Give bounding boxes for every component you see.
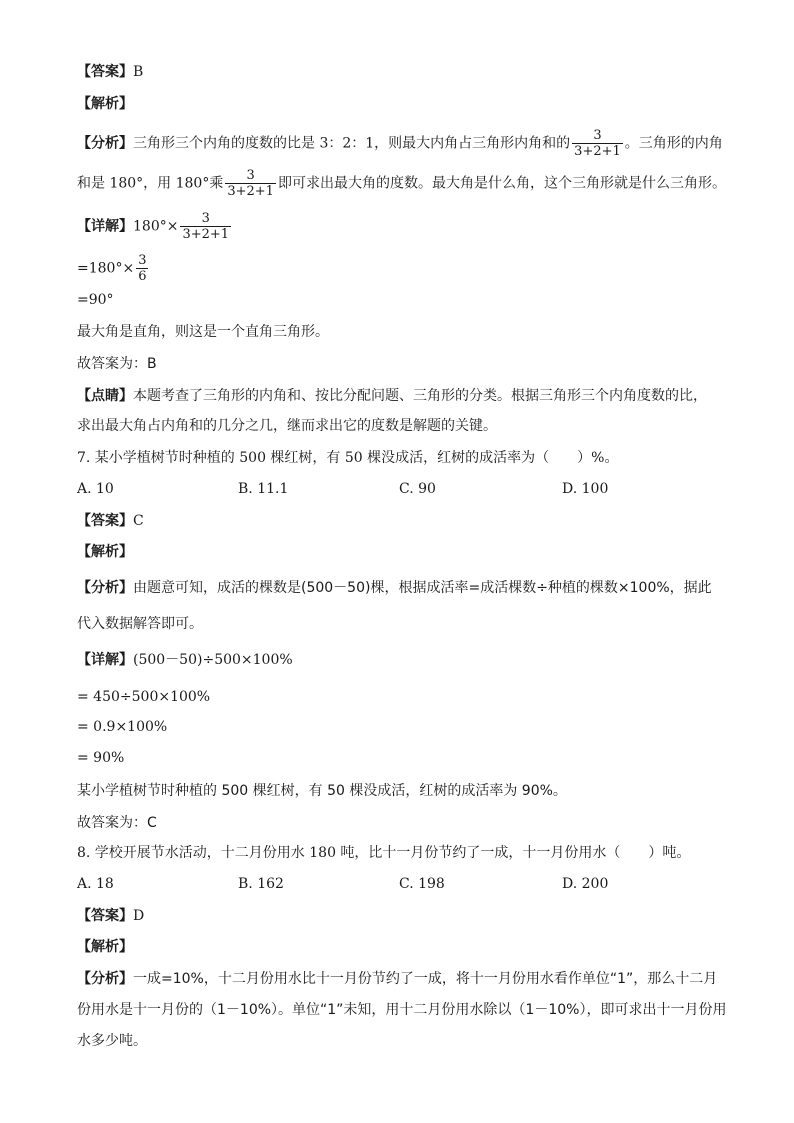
xiangjie-line [77,650,293,670]
fenxi-text: 和是 180°，用 180°乘 [77,175,224,192]
fenxi-line-3: 水多少吨。 [77,1033,147,1049]
step-line [77,253,150,284]
conclusion: 最大角是直角，则这是一个直角三角形。 [77,324,329,340]
analysis-heading [77,94,133,114]
fraction [572,128,623,159]
fenxi-tag: 【分析】 [77,135,133,152]
fenxi-text: 由题意可知，成活的棵数是(500－50)棵，根据成活率=成活棵数÷种植的棵数×100%，据此 [133,580,712,596]
step-line: = 0.9×100% [77,719,168,735]
dianjing-line-2: 求出最大角占内角和的几分之几，继而求出它的度数是解题的关键。 [77,418,497,434]
final-answer: 故答案为：C [77,815,157,831]
answer-value: C [133,513,144,529]
choice-b: B. 162 [238,876,284,892]
fraction-numerator: 3 [246,168,255,183]
fraction-numerator: 3 [138,253,147,268]
final-answer: 故答案为：B [77,356,157,372]
step-line: = 90% [77,750,125,766]
choice-d: D. 200 [562,876,609,892]
fenxi-line-1 [77,969,717,989]
fenxi-line-2 [77,168,726,199]
fraction-numerator: 3 [593,128,602,143]
answer-line [77,62,143,82]
fenxi-line-2: 代入数据解答即可。 [77,616,203,632]
question-stem: 8. 学校开展节水活动，十二月份用水 180 吨，比十一月份节约了一成，十一月份用水（ ）吨。 [77,845,691,861]
fraction-denominator: 3+2+1 [227,184,274,199]
fenxi-tag: 【分析】 [77,971,133,987]
xiangjie-tag: 【详解】 [77,218,133,235]
fenxi-line-2: 份用水是十一月份的（1－10%）。单位“1”未知，用十二月份用水除以（1－10%），即可求出十一月份用 [77,1002,727,1018]
fraction-denominator: 6 [138,269,147,284]
step-line: = 450÷500×100% [77,689,211,705]
choice-a: A. 10 [77,481,114,497]
answer-value: D [133,908,145,924]
answer-tag: 【答案】 [77,908,133,924]
answer-tag: 【答案】 [77,64,133,80]
step-line: =90° [77,292,114,308]
fraction [136,253,148,284]
choice-c: C. 198 [399,876,445,892]
dianjing-tag: 【点睛】 [77,388,133,404]
fraction [180,211,231,242]
fenxi-text: 即可求出最大角的度数。最大角是什么角，这个三角形就是什么三角形。 [277,175,726,192]
xiangjie-text: (500－50)÷500×100% [133,652,293,668]
answer-tag: 【答案】 [77,513,133,529]
fraction-denominator: 3+2+1 [182,227,230,242]
step-text: =180°× [77,260,135,277]
dianjing-line-1 [77,386,707,406]
answer-line [77,511,144,531]
fenxi-text: 三角形三个内角的度数的比是 3：2：1，则最大内角占三角形内角和的 [133,135,571,152]
analysis-tag: 【解析】 [77,939,133,955]
answer-line [77,906,144,926]
fenxi-tag: 【分析】 [77,580,133,596]
fraction [225,168,276,199]
answer-value: B [133,64,144,80]
xiangjie-line [77,211,233,242]
choice-c: C. 90 [399,481,436,497]
xiangjie-text: 180°× [133,218,179,235]
conclusion: 某小学植树节时种植的 500 棵红树，有 50 棵没成活，红树的成活率为 90%。 [77,783,567,799]
fenxi-text: 一成=10%，十二月份用水比十一月份节约了一成，将十一月份用水看作单位“1”，那么十二月 [133,971,718,987]
dianjing-text: 本题考查了三角形的内角和、按比分配问题、三角形的分类。根据三角形三个内角度数的比， [133,388,707,404]
analysis-tag: 【解析】 [77,96,133,112]
xiangjie-tag: 【详解】 [77,652,133,668]
fenxi-line-1 [77,128,723,159]
analysis-heading [77,542,133,562]
fenxi-line-1 [77,578,712,598]
choice-b: B. 11.1 [238,481,289,497]
fraction-denominator: 3+2+1 [574,144,621,159]
choice-d: D. 100 [562,481,609,497]
analysis-heading [77,937,133,957]
choice-a: A. 18 [77,876,114,892]
analysis-tag: 【解析】 [77,544,133,560]
fraction-numerator: 3 [201,211,210,226]
fenxi-text: 。三角形的内角 [624,135,723,152]
question-stem: 7. 某小学植树节时种植的 500 棵红树，有 50 棵没成活，红树的成活率为（ ）%。 [77,450,619,466]
